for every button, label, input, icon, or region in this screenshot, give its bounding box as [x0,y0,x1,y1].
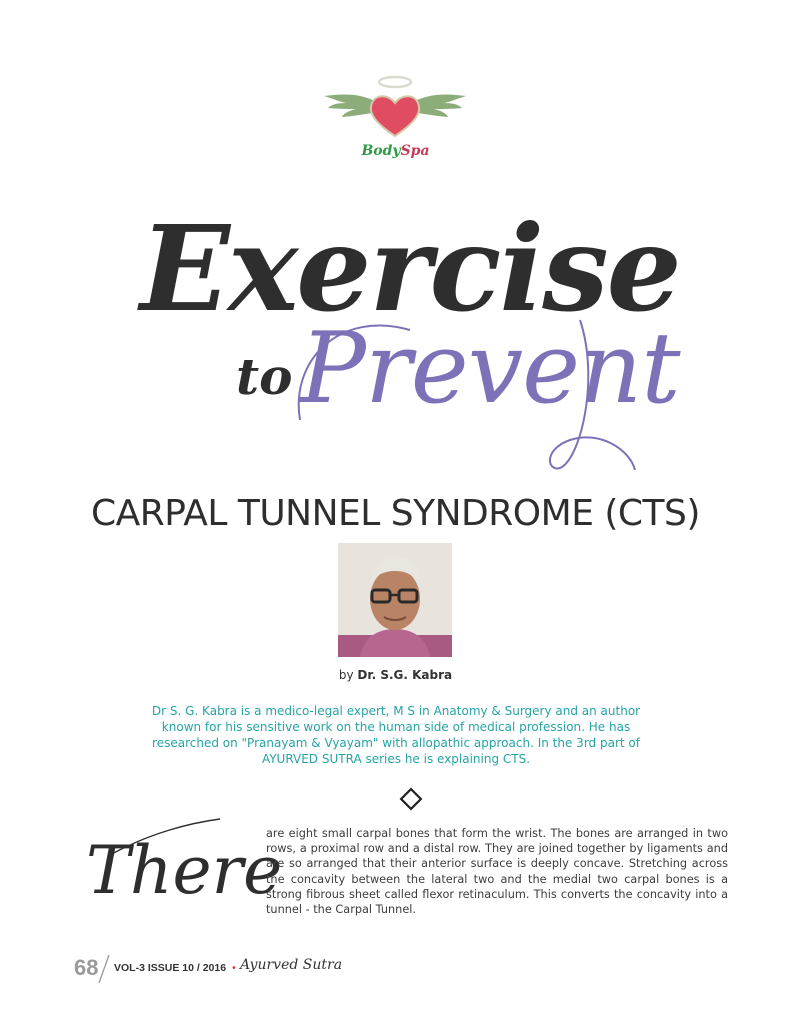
magazine-name: Ayurved Sutra [240,957,343,973]
issue-info: VOL-3 ISSUE 10 / 2016 [114,962,227,974]
author-photo [338,543,452,657]
title-prevent: Prevent [300,312,680,426]
byline-prefix: by [338,668,354,682]
article-paragraph: are eight small carpal bones that form the wrist. The bones are arranged in two rows, a proximal row and a distal row. They are joined together by ligaments and are so arranged that their anterior surface is deeply concave. Stretching across the concavity between the lateral two and the medial two carpal bones is a strong fibrous sheet called flexor retinaculum. This converts the concavity into a tunnel - the Carpal Tunnel. [266,827,728,917]
author-bio: Dr S. G. Kabra is a medico-legal expert, M S in Anatomy & Surgery and an author known for his sensitive work on the human side of medical profession. He has researched on "Pranayam & Vyayam" with allopathic approach. In the 3rd part of AYURVED SUTRA series he is explaining CTS. [151,704,641,766]
brand-spa: Spa [400,143,430,159]
page-footer [74,955,394,983]
drop-word-text: There [86,832,283,909]
divider-slash-icon [96,953,112,985]
drop-word-there [80,815,283,925]
title-to: to [236,347,293,406]
byline [0,668,791,682]
diamond-divider-icon [398,786,424,812]
footer-bullet: • [231,963,237,974]
article-subtitle: CARPAL TUNNEL SYNDROME (CTS) [91,493,700,534]
author-portrait-icon [338,543,452,657]
author-name: Dr. S.G. Kabra [357,668,453,682]
title-exercise: Exercise [140,199,680,338]
brand-body: Body [361,143,401,159]
brand-name [0,143,791,159]
winged-heart-icon [322,72,468,142]
page-number: 68 [74,955,99,980]
